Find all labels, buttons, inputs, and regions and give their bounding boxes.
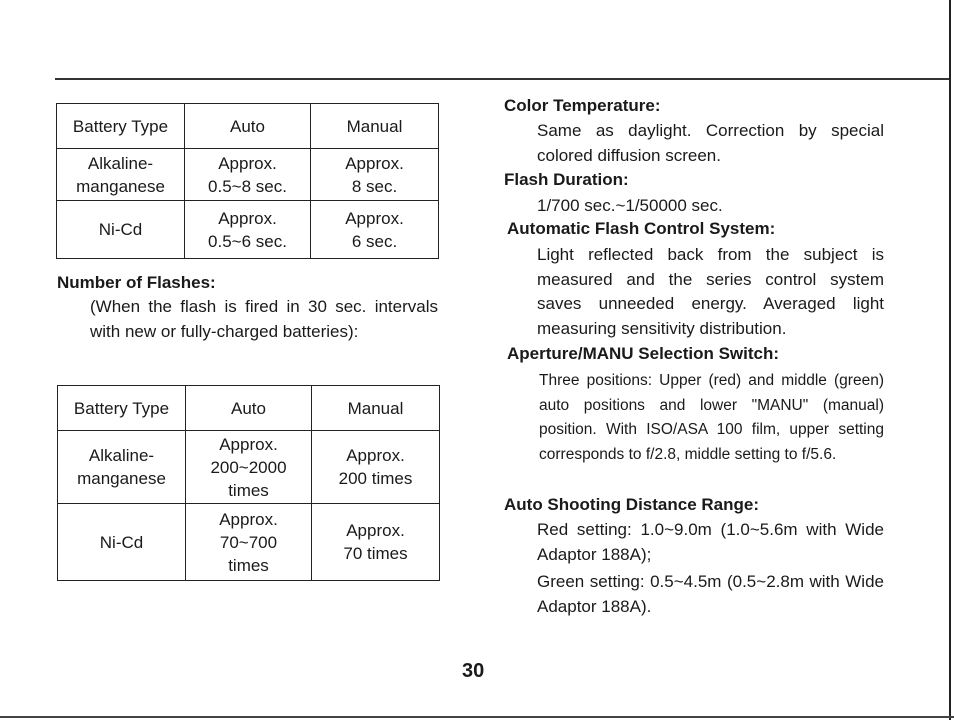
- auto-flash-control-heading: Automatic Flash Control System:: [507, 219, 776, 238]
- table-cell: Ni-Cd: [58, 504, 186, 581]
- distance-range-heading: Auto Shooting Distance Range:: [504, 495, 759, 514]
- table-cell: Approx. 70 times: [312, 504, 440, 581]
- auto-flash-control-text: Light reflected back from the subject is measured and the series control system saves unneeded energy. Averaged light measuring sensitivity distribution.: [537, 245, 884, 338]
- header-manual: Manual: [312, 386, 440, 431]
- page-number: 30: [462, 660, 485, 682]
- table-header-row: [57, 104, 439, 149]
- flashes-count-table: [57, 385, 440, 581]
- number-of-flashes-heading: Number of Flashes:: [57, 273, 216, 292]
- battery-duration-table: [56, 103, 439, 259]
- table-cell: Approx. 200~2000 times: [186, 431, 312, 504]
- flash-duration-text: 1/700 sec.~1/50000 sec.: [537, 196, 723, 215]
- page-edge-bottom: [0, 716, 954, 718]
- table-row: [58, 431, 440, 504]
- header-battery-type: Battery Type: [57, 104, 185, 149]
- aperture-switch-heading: Aperture/MANU Selection Switch:: [507, 344, 780, 363]
- color-temperature-heading: Color Temperature:: [504, 96, 661, 115]
- table-cell: Alkaline- manganese: [57, 149, 185, 201]
- header-auto: Auto: [186, 386, 312, 431]
- table-row: [57, 201, 439, 259]
- table-cell: Approx. 6 sec.: [311, 201, 439, 259]
- table-row: [57, 149, 439, 201]
- header-auto: Auto: [185, 104, 311, 149]
- table-cell: Approx. 0.5~8 sec.: [185, 149, 311, 201]
- table-header-row: [58, 386, 440, 431]
- flash-duration-heading: Flash Duration:: [504, 170, 629, 189]
- table-cell: Alkaline- manganese: [58, 431, 186, 504]
- page-edge-right: [949, 0, 951, 720]
- top-rule: [55, 78, 949, 80]
- distance-range-red: Red setting: 1.0~9.0m (1.0~5.6m with Wide Adaptor 188A);: [537, 520, 884, 564]
- aperture-switch-text: Three positions: Upper (red) and middle (green) auto positions and lower "MANU" (manual) position. With ISO/ASA 100 film, upper setting corresponds to f/2.8, middle setting to f/5.6.: [539, 372, 884, 463]
- table-cell: Approx. 0.5~6 sec.: [185, 201, 311, 259]
- number-of-flashes-text: (When the flash is fired in 30 sec. intervals with new or fully-charged batteries):: [90, 297, 438, 341]
- distance-range-green: Green setting: 0.5~4.5m (0.5~2.8m with Wide Adaptor 188A).: [537, 572, 884, 616]
- header-manual: Manual: [311, 104, 439, 149]
- table-cell: Ni-Cd: [57, 201, 185, 259]
- table-cell: Approx. 200 times: [312, 431, 440, 504]
- color-temperature-text: Same as daylight. Correction by special colored diffusion screen.: [537, 121, 884, 165]
- table-cell: Approx. 8 sec.: [311, 149, 439, 201]
- table-row: [58, 504, 440, 581]
- header-battery-type: Battery Type: [58, 386, 186, 431]
- table-cell: Approx. 70~700 times: [186, 504, 312, 581]
